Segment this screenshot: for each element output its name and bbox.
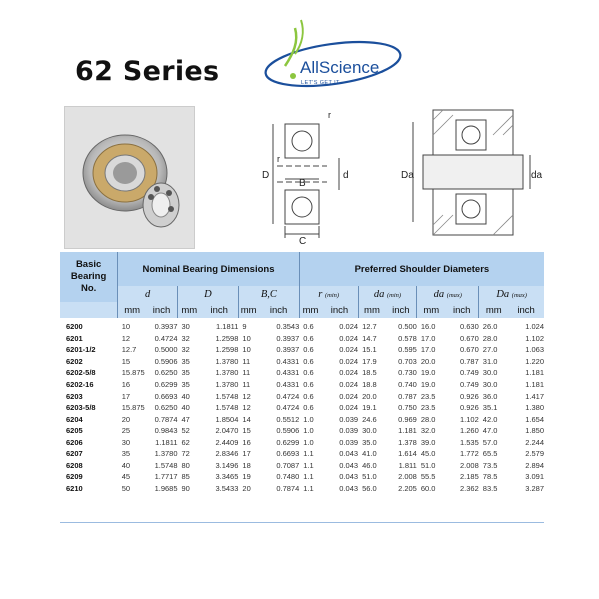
table-row [60, 413, 544, 425]
table-cell: 0.6 [303, 345, 314, 355]
table-cell: 25 [121, 426, 131, 436]
header-preferred-shoulder: Preferred Shoulder Diameters [299, 252, 544, 286]
table-cell: 1.654 [525, 414, 544, 424]
table-cell: 1.5748 [215, 391, 239, 401]
table-cell: 32 [181, 345, 190, 355]
bearing-cross-section-diagram [255, 108, 355, 246]
table-cell: 73.5 [482, 460, 498, 470]
table-cell: 1.0 [303, 414, 314, 424]
table-cell: 15.875 [121, 403, 145, 413]
header-nominal-dimensions: Nominal Bearing Dimensions [118, 252, 300, 286]
page-title: 62 Series [75, 56, 220, 87]
table-cell: 40 [181, 403, 190, 413]
table-bottom-rule [60, 522, 544, 523]
table-cell: 1.1 [303, 483, 314, 493]
table-cell: 2.4409 [215, 437, 239, 447]
table-cell: 0.6693 [276, 449, 300, 459]
table-cell: 0.500 [398, 322, 417, 332]
bearing-number-cell: 6202-16 [66, 380, 94, 389]
bearing-photo [64, 106, 195, 249]
table-cell: 0.703 [398, 356, 417, 366]
table-cell: 0.4331 [276, 356, 300, 366]
table-cell: 1.850 [525, 426, 544, 436]
table-cell: 62 [181, 437, 190, 447]
table-cell: 1.102 [460, 414, 479, 424]
table-cell: 1.181 [398, 426, 417, 436]
table-cell: 15.1 [362, 345, 377, 355]
table-cell: 1.5748 [154, 460, 178, 470]
table-cell: 23.5 [420, 391, 436, 401]
table-row [60, 448, 544, 460]
table-cell: 0.039 [339, 426, 359, 436]
table-cell: 0.6693 [154, 391, 178, 401]
table-cell: 2.894 [525, 460, 544, 470]
label-d: d [343, 170, 349, 181]
table-cell: 1.2598 [215, 345, 239, 355]
table-cell: 1.1 [303, 460, 314, 470]
table-cell: 0.7874 [276, 483, 300, 493]
table-cell: 1.378 [398, 437, 417, 447]
table-cell: 11 [242, 380, 251, 389]
table-cell: 0.749 [460, 380, 479, 389]
table-cell: 0.3543 [276, 322, 300, 332]
table-cell: 18.5 [362, 368, 377, 378]
table-cell: 2.008 [398, 472, 417, 482]
table-cell: 17 [121, 391, 131, 401]
table-cell: 11 [242, 368, 251, 378]
bearing-number-cell: 6205 [66, 426, 83, 436]
table-cell: 0.043 [339, 483, 359, 493]
table-cell: 12 [242, 403, 251, 413]
table-cell: 80 [181, 460, 190, 470]
table-cell: 0.3937 [154, 322, 178, 332]
table-cell: 2.362 [460, 483, 479, 493]
table-cell: 1.024 [525, 322, 544, 332]
label-r: r [328, 110, 331, 120]
table-cell: 30.0 [482, 368, 498, 378]
label-C: C [299, 236, 307, 246]
table-row [60, 367, 544, 379]
table-cell: 23.5 [420, 403, 436, 413]
table-cell: 72 [181, 449, 190, 459]
table-cell: 0.630 [460, 322, 479, 332]
logo-tagline: LET'S GET IT [301, 80, 340, 86]
table-cell: 0.787 [398, 391, 417, 401]
table-cell: 0.5906 [154, 356, 178, 366]
sym-BC: B,C [260, 288, 277, 300]
table-cell: 0.024 [339, 391, 359, 401]
table-cell: 0.730 [398, 368, 417, 378]
table-cell: 55.5 [420, 472, 436, 482]
table-cell: 0.4331 [276, 368, 300, 378]
table-cell: 3.1496 [215, 460, 239, 470]
table-cell: 1.1811 [155, 437, 178, 447]
table-cell: 11 [242, 356, 251, 366]
table-cell: 2.244 [525, 437, 544, 447]
table-cell: 14.7 [362, 333, 377, 343]
table-cell: 1.5748 [215, 403, 239, 413]
bearing-number-cell: 6207 [66, 449, 83, 459]
table-cell: 40 [121, 460, 131, 470]
table-cell: 17.0 [420, 345, 436, 355]
table-cell: 0.6 [303, 356, 314, 366]
table-cell: 30 [121, 437, 131, 447]
table-cell: 57.0 [482, 437, 498, 447]
table-cell: 0.043 [339, 472, 359, 482]
label-Da: Da [401, 170, 414, 181]
table-cell: 3.091 [525, 472, 544, 482]
table-cell: 0.740 [398, 380, 417, 389]
table-cell: 15.875 [121, 368, 145, 378]
table-cell: 14 [242, 414, 251, 424]
table-cell: 16.0 [420, 322, 436, 332]
table-cell: 45.0 [420, 449, 436, 459]
table-cell: 46.0 [362, 460, 377, 470]
table-cell: 1.3780 [154, 449, 178, 459]
table-cell: 3.3465 [215, 472, 239, 482]
table-cell: 24.6 [362, 414, 377, 424]
header-basic-bearing: Basic Bearing No. [60, 252, 118, 302]
table-cell: 60.0 [420, 483, 436, 493]
table-cell: 83.5 [482, 483, 498, 493]
bearing-number-cell: 6209 [66, 472, 83, 482]
bearing-number-cell: 6201-1/2 [66, 345, 96, 355]
table-cell: 17.9 [362, 356, 377, 366]
table-cell: 1.3780 [215, 368, 239, 378]
logo-name: AllScience [300, 58, 380, 77]
table-cell: 10 [121, 322, 131, 332]
table-row [60, 318, 544, 333]
table-cell: 31.0 [482, 356, 498, 366]
table-cell: 0.750 [398, 403, 417, 413]
table-cell: 10 [242, 333, 251, 343]
table-cell: 32 [181, 333, 190, 343]
table-cell: 0.4331 [276, 380, 300, 389]
table-cell: 2.205 [398, 483, 417, 493]
table-cell: 0.5000 [154, 345, 178, 355]
table-cell: 1.9685 [154, 483, 178, 493]
table-cell: 0.670 [460, 345, 479, 355]
table-cell: 0.6 [303, 322, 314, 332]
table-row [60, 436, 544, 448]
table-cell: 40 [181, 391, 190, 401]
table-cell: 19.0 [420, 368, 436, 378]
table-cell: 3.5433 [215, 483, 239, 493]
table-cell: 2.185 [460, 472, 479, 482]
bearing-number-cell: 6203-5/8 [66, 403, 96, 413]
table-cell: 39.0 [420, 437, 436, 447]
table-cell: 1.1 [303, 449, 314, 459]
table-cell: 28.0 [420, 414, 436, 424]
table-cell: 36.0 [482, 391, 498, 401]
table-cell: 1.181 [525, 368, 544, 378]
table-cell: 51.0 [420, 460, 436, 470]
table-cell: 52 [181, 426, 190, 436]
table-cell: 19.0 [420, 380, 436, 389]
bearing-number-cell: 6202-5/8 [66, 368, 96, 378]
table-cell: 0.578 [398, 333, 417, 343]
table-cell: 20.0 [420, 356, 436, 366]
table-cell: 0.926 [460, 391, 479, 401]
table-cell: 90 [181, 483, 190, 493]
table-cell: 0.926 [460, 403, 479, 413]
table-cell: 0.7087 [276, 460, 300, 470]
table-row [60, 356, 544, 368]
table-cell: 0.6 [303, 391, 314, 401]
table-cell: 0.4724 [154, 333, 178, 343]
table-cell: 0.6299 [276, 437, 300, 447]
table-cell: 0.039 [339, 437, 359, 447]
table-cell: 1.3780 [215, 356, 239, 366]
table-row [60, 483, 544, 495]
table-cell: 35.0 [362, 437, 377, 447]
table-cell: 15 [121, 356, 131, 366]
table-cell: 0.7874 [154, 414, 178, 424]
table-cell: 12.7 [121, 345, 137, 355]
table-cell: 30.0 [482, 380, 498, 389]
table-row [60, 471, 544, 483]
table-cell: 0.749 [460, 368, 479, 378]
table-cell: 65.5 [482, 449, 498, 459]
label-da: da [531, 170, 543, 181]
table-row [60, 379, 544, 391]
table-cell: 41.0 [362, 449, 377, 459]
table-cell: 1.0 [303, 426, 314, 436]
table-cell: 51.0 [362, 472, 377, 482]
bearing-number-cell: 6203 [66, 391, 83, 401]
table-cell: 0.670 [460, 333, 479, 343]
table-cell: 0.024 [339, 403, 359, 413]
table-cell: 0.4724 [276, 403, 300, 413]
table-cell: 10 [242, 345, 251, 355]
table-cell: 1.102 [525, 333, 544, 343]
table-cell: 1.063 [525, 345, 544, 355]
table-cell: 19 [242, 472, 251, 482]
table-cell: 0.024 [339, 356, 359, 366]
table-cell: 0.6299 [154, 380, 178, 389]
table-cell: 0.6250 [154, 403, 178, 413]
table-cell: 0.3937 [276, 333, 300, 343]
sym-D: D [204, 288, 212, 300]
table-cell: 0.6 [303, 380, 314, 389]
table-cell: 15 [242, 426, 251, 436]
table-cell: 19.1 [362, 403, 377, 413]
table-cell: 12 [242, 391, 251, 401]
table-cell: 0.043 [339, 460, 359, 470]
table-cell: 1.0 [303, 437, 314, 447]
table-cell: 0.3937 [276, 345, 300, 355]
table-cell: 0.6250 [154, 368, 178, 378]
table-cell: 16 [121, 380, 131, 389]
bearing-number-cell: 6201 [66, 333, 83, 343]
table-cell: 0.6 [303, 403, 314, 413]
table-cell: 16 [242, 437, 251, 447]
svg-text:r: r [277, 154, 280, 164]
bearing-number-cell: 6208 [66, 460, 83, 470]
bearing-spec-table: Basic Bearing No. Nominal Bearing Dimensions Preferred Shoulder Diameters d D B,C r (min) da (min) da (max) Da (max) mm inch mm inch mm inch mm inch mm inch mm inch mm inch 6200 10 0.3937 30 1.1811 9 0.3543 0.6 0.024 12.7 0.500 16.0 0.630 26.0 1.024 6201 12 0.4724 32 1.2598 10 0.3937 0.6 0.024 14.7 0.578 17.0 0.670 28.0 1.102 6201-1/2 12.7 0.5000 32 1.2598 10 0.3937 0.6 0.024 15.1 0.595 17.0 0.670 27.0 1.063 6202 15 0.5906 35 1.3780 11 0.4331 0.6 0.024 17.9 0.703 20.0 0.787 31.0 1.220 6202-5/8 15.875 0.6250 35 1.3780 11 0.4331 0.6 0.024 18.5 0.730 19.0 0.749 30.0 1.181 6202-16 16 0.6299 35 1.3780 11 0.4331 0.6 0.024 18.8 0.740 19.0 0.749 30.0 1.181 6203 17 0.6693 40 1.5748 12 0.4724 0.6 0.024 20.0 0.787 23.5 0.926 36.0 1.417 6203-5/8 15.875 0.6250 40 1.5748 12 0.4724 0.6 0.024 19.1 0.750 23.5 0.926 35.1 1.380 6204 20 0.7874 47 1.8504 14 0.5512 1.0 0.039 24.6 0.969 28.0 1.102 42.0 1.654 6205 25 0.9843 52 2.0470 15 0.5906 1.0 0.039 30.0 1.181 32.0 1.260 47.0 1.850 6206 30 1.1811 62 2.4409 16 0.6299 1.0 0.039 35.0 1.378 39.0 1.535 57.0 2.244 6207 35 1.3780 72 2.8346 17 0.6693 1.1 0.043 41.0 1.614 45.0 1.772 65.5 2.579 6208 40 1.5748 80 3.1496 18 0.7087 1.1 0.043 46.0 1.811 51.0 2.008 73.5 2.894 6209 45 1.7717 85 3.3465 19 0.7480 1.1 0.043 51.0 2.008 55.5 2.185 78.5 3.091 6210 50 1.9685 90 3.5433 20 0.7874 1.1 0.043 56.0 2.205 60.0 2.362 83.5 3.287 [60, 252, 544, 494]
mounted-bearing-diagram [398, 100, 548, 245]
table-cell: 1.614 [398, 449, 417, 459]
table-cell: 56.0 [362, 483, 377, 493]
table-cell: 1.772 [460, 449, 479, 459]
table-cell: 17.0 [420, 333, 436, 343]
table-cell: 0.024 [339, 368, 359, 378]
table-cell: 0.024 [339, 345, 359, 355]
table-cell: 0.4724 [276, 391, 300, 401]
table-cell: 42.0 [482, 414, 498, 424]
table-cell: 47 [181, 414, 190, 424]
table-cell: 0.024 [339, 322, 359, 332]
table-cell: 9 [242, 322, 247, 332]
table-cell: 18 [242, 460, 251, 470]
sym-d: d [145, 288, 151, 300]
table-cell: 12 [121, 333, 131, 343]
table-cell: 0.024 [339, 333, 359, 343]
table-cell: 20 [121, 414, 131, 424]
table-cell: 0.039 [339, 414, 359, 424]
table-cell: 47.0 [482, 426, 498, 436]
table-cell: 20.0 [362, 391, 377, 401]
table-cell: 28.0 [482, 333, 498, 343]
table-cell: 0.595 [398, 345, 417, 355]
table-cell: 35 [181, 368, 190, 378]
label-B: B [299, 178, 306, 189]
table-cell: 1.1811 [216, 322, 239, 332]
table-cell: 1.7717 [154, 472, 178, 482]
bearing-number-cell: 6206 [66, 437, 83, 447]
table-cell: 0.6 [303, 368, 314, 378]
table-cell: 26.0 [482, 322, 498, 332]
table-cell: 85 [181, 472, 190, 482]
table-cell: 50 [121, 483, 131, 493]
bearing-number-cell: 6200 [66, 322, 83, 332]
table-cell: 32.0 [420, 426, 436, 436]
table-cell: 1.535 [460, 437, 479, 447]
table-cell: 30 [181, 322, 190, 332]
table-cell: 0.5906 [276, 426, 300, 436]
table-cell: 27.0 [482, 345, 498, 355]
table-cell: 20 [242, 483, 251, 493]
table-cell: 35 [181, 380, 190, 389]
bearing-number-cell: 6210 [66, 483, 83, 493]
table-cell: 35 [181, 356, 190, 366]
table-cell: 2.579 [525, 449, 544, 459]
table-cell: 78.5 [482, 472, 498, 482]
table-cell: 35 [121, 449, 131, 459]
table-cell: 2.8346 [215, 449, 239, 459]
table-cell: 0.7480 [276, 472, 300, 482]
table-cell: 1.2598 [215, 333, 239, 343]
table-cell: 0.024 [339, 380, 359, 389]
table-cell: 17 [242, 449, 251, 459]
table-cell: 18.8 [362, 380, 377, 389]
table-cell: 30.0 [362, 426, 377, 436]
bearing-number-cell: 6204 [66, 414, 83, 424]
table-cell: 1.1 [303, 472, 314, 482]
table-cell: 2.0470 [215, 426, 239, 436]
table-cell: 35.1 [482, 403, 498, 413]
table-row [60, 460, 544, 472]
table-cell: 1.811 [398, 460, 417, 470]
table-cell: 1.260 [460, 426, 479, 436]
table-cell: 0.787 [460, 356, 479, 366]
label-D: D [262, 170, 270, 181]
table-row [60, 402, 544, 414]
table-row [60, 344, 544, 356]
table-cell: 3.287 [525, 483, 544, 493]
table-cell: 45 [121, 472, 131, 482]
table-cell: 0.9843 [154, 426, 178, 436]
bearing-number-cell: 6202 [66, 356, 83, 366]
table-row [60, 333, 544, 345]
table-cell: 1.220 [525, 356, 544, 366]
table-cell: 0.043 [339, 449, 359, 459]
table-cell: 1.8504 [215, 414, 239, 424]
table-cell: 1.181 [525, 380, 544, 389]
table-cell: 12.7 [362, 322, 377, 332]
table-cell: 0.969 [398, 414, 417, 424]
table-cell: 1.380 [525, 403, 544, 413]
table-cell: 1.417 [525, 391, 544, 401]
table-row [60, 425, 544, 437]
table-cell: 0.6 [303, 333, 314, 343]
table-row [60, 390, 544, 402]
table-cell: 2.008 [460, 460, 479, 470]
table-cell: 1.3780 [215, 380, 239, 389]
table-cell: 0.5512 [276, 414, 300, 424]
